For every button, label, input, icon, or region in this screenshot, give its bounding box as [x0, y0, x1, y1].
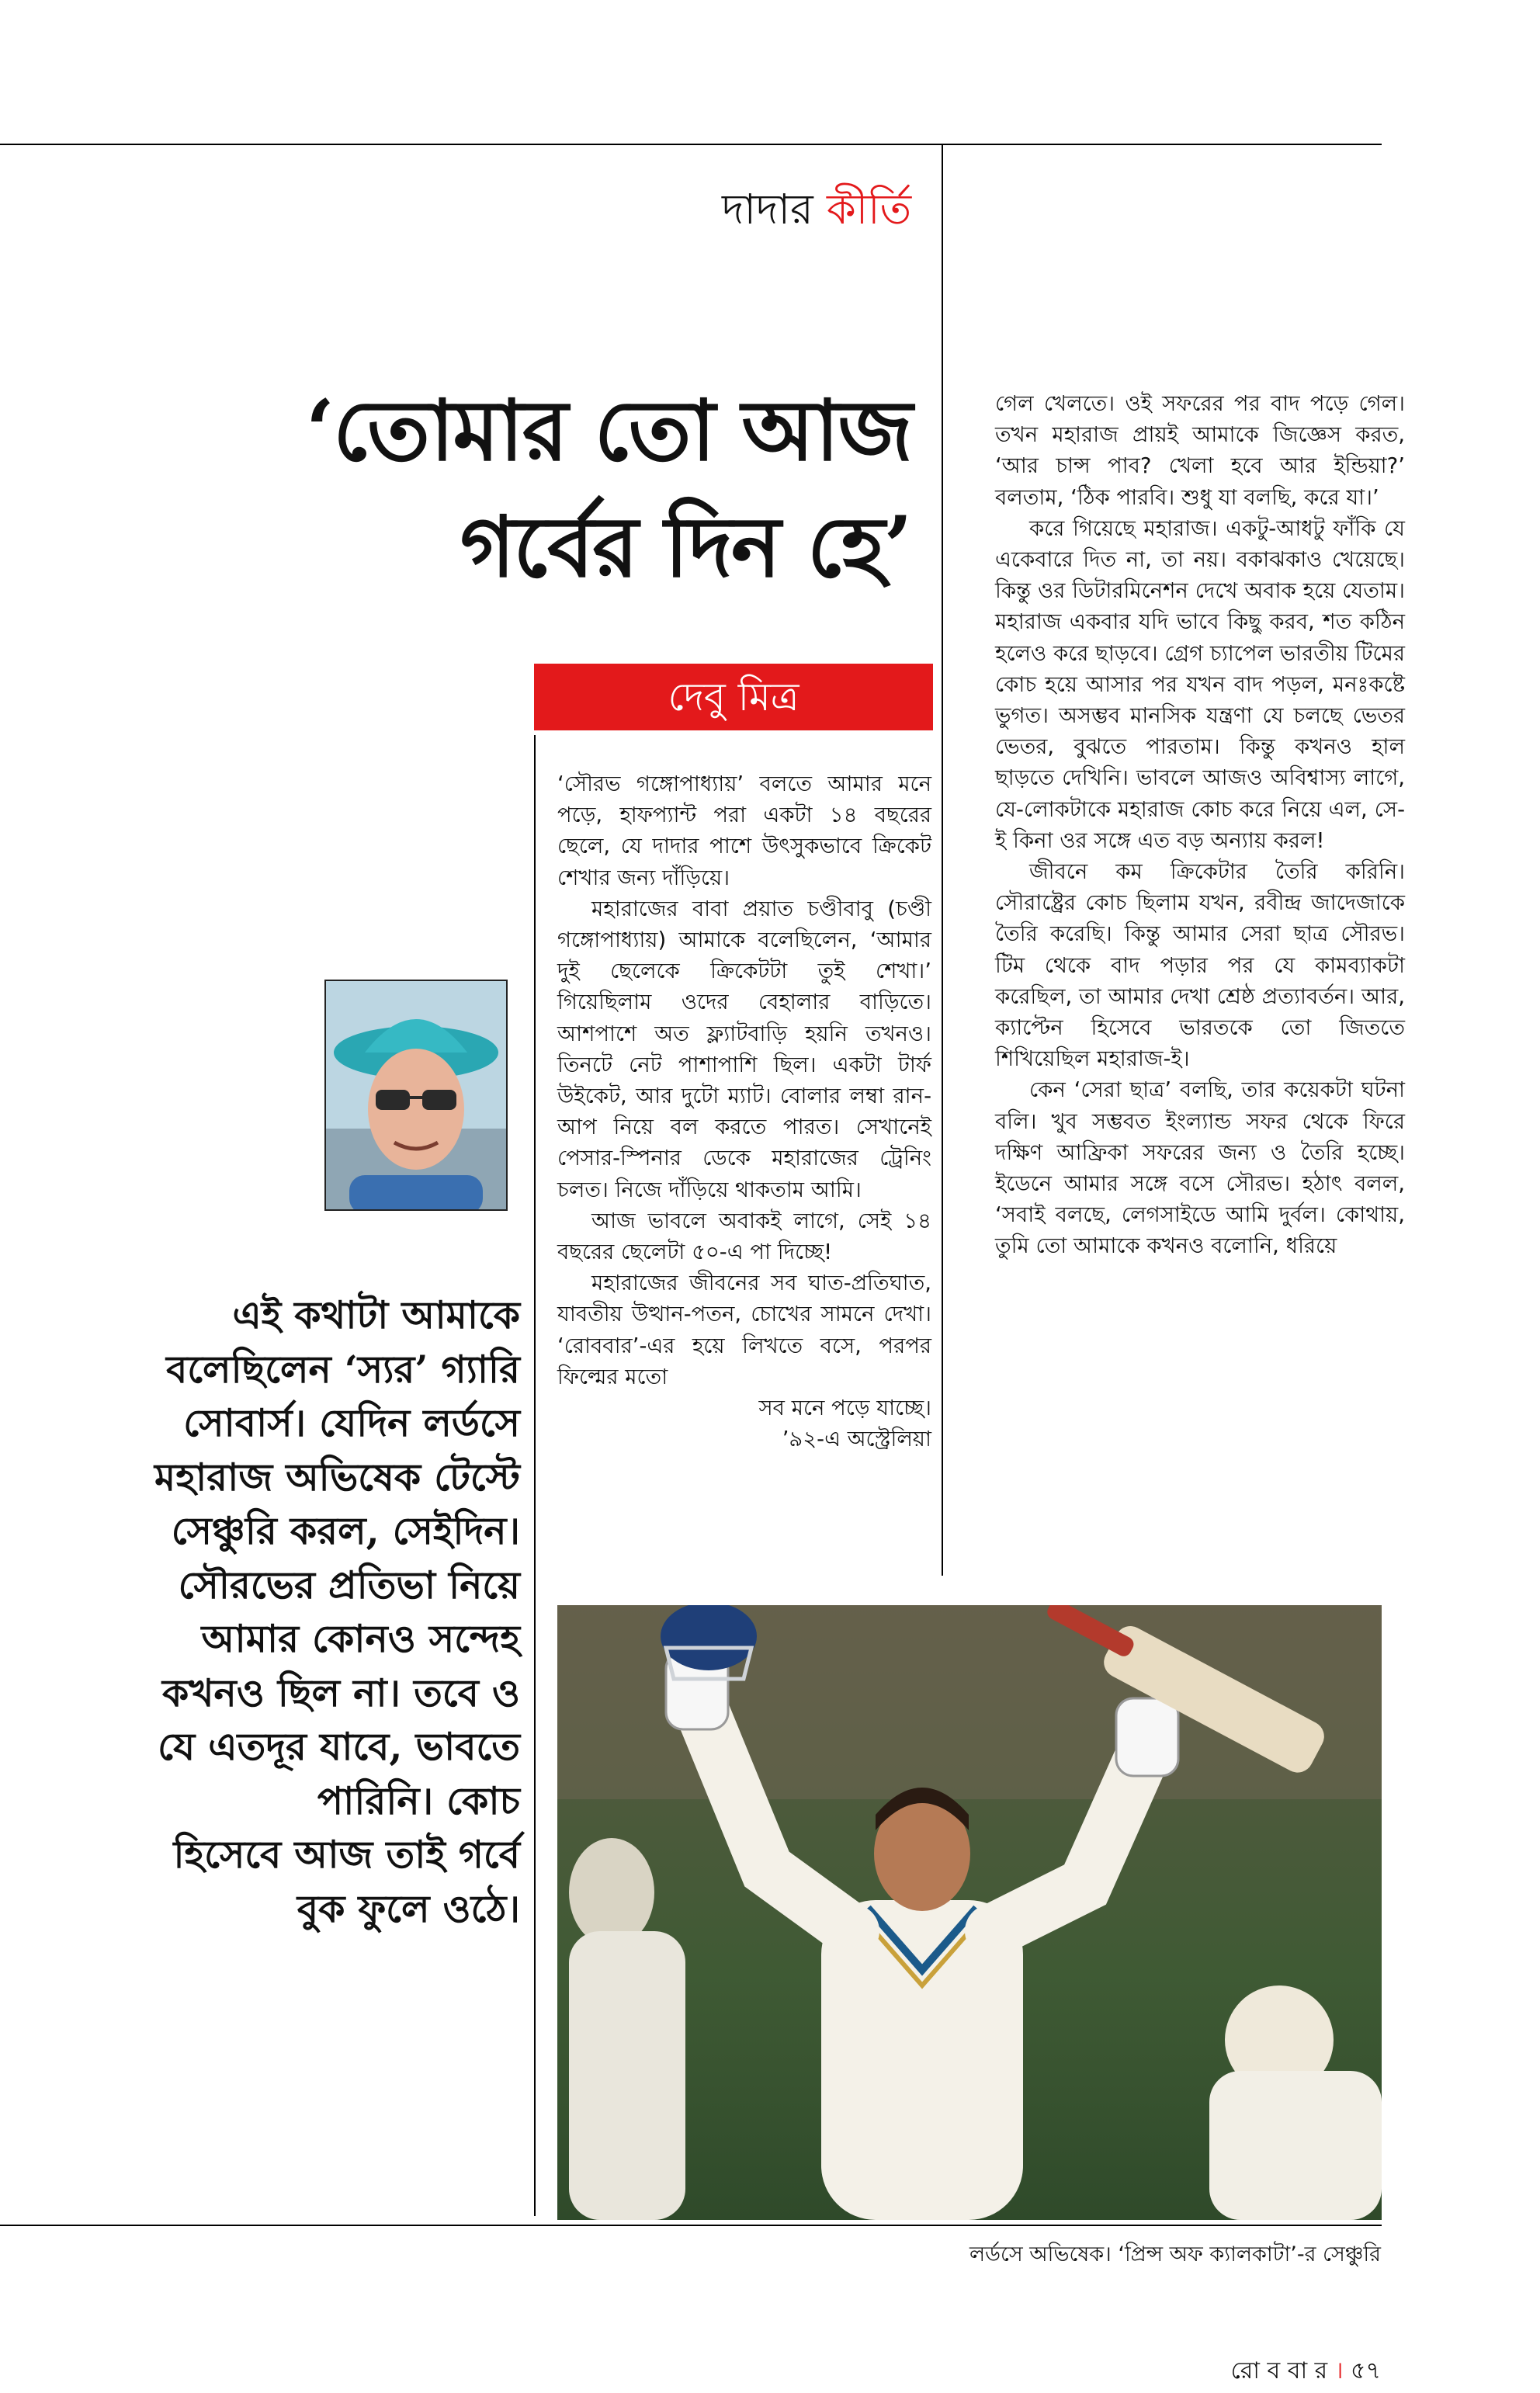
pull-quote-line: সেঞ্চুরি করল, সেইদিন।: [171, 1508, 520, 1553]
pull-quote-line: এই কথাটা আমাকে: [232, 1292, 520, 1337]
author-portrait: [324, 980, 508, 1211]
folio-separator: ।: [1334, 2357, 1344, 2384]
top-rule: [0, 144, 1382, 145]
photo-illustration: [557, 1605, 1382, 2220]
paragraph: আজ ভাবলে অবাকই লাগে, সেই ১৪ বছরের ছেলেটা ৫০-এ পা দিচ্ছে!: [557, 1208, 931, 1265]
portrait-illustration: [326, 981, 506, 1209]
pull-quote-line: সোবার্স। যেদিন লর্ডসে: [183, 1400, 520, 1445]
pull-quote: [147, 1288, 520, 1936]
byline: দেবু মিত্র: [534, 664, 933, 730]
paragraph: মহারাজের জীবনের সব ঘাত-প্রতিঘাত, যাবতীয় উত্থান-পতন, চোখের সামনে দেখা। ‘রোববার’-এর হয়ে লিখতে বসে, পরপর ফিল্মের মতো: [557, 1271, 931, 1389]
pull-quote-line: যে এতদূর যাবে, ভাবতে: [158, 1724, 520, 1769]
headline: [73, 373, 911, 605]
kicker-accent: কীর্তি: [826, 185, 912, 234]
pull-quote-line: কখনও ছিল না। তবে ও: [161, 1670, 520, 1715]
photo-caption: লর্ডসে অভিষেক। ‘প্রিন্স অফ ক্যালকাটা’-র সেঞ্চুরি: [969, 2242, 1381, 2266]
center-column-divider: [534, 735, 536, 2216]
pull-quote-line: সৌরভের প্রতিভা নিয়ে: [178, 1562, 520, 1607]
pull-quote-line: আমার কোনও সন্দেহ: [201, 1616, 520, 1661]
paragraph: সব মনে পড়ে যাচ্ছে।: [758, 1396, 931, 1421]
pull-quote-line: মহারাজ অভিষেক টেস্টে: [154, 1454, 520, 1500]
paragraph: করে গিয়েছে মহারাজ। একটু-আধটু ফাঁকি যে একেবারে দিত না, তা নয়। বকাঝকাও খেয়েছে। কিন্তু ওর ডিটারমিনেশন দেখে অবাক হয়ে যেতাম। মহারাজ একবার যদি ভাবে কিছু করব, শত কঠিন হলেও করে ছাড়বে। গ্রেগ চ্যাপেল ভারতীয় টিমের কোচ হয়ে আসার পর যখন বাদ পড়ল, মনঃকষ্টে ভুগত। অসম্ভব মানসিক যন্ত্রণা যে চলছে ভেতর ভেতর, বুঝতে পারতাম। কিন্তু কখনও হাল ছাড়তে দেখিনি। ভাবলে আজও অবিশ্বাস্য লাগে, যে-লোকটাকে মহারাজ কোচ করে নিয়ে এল, সে-ই কিনা ওর সঙ্গে এত বড় অন্যায় করল!: [995, 515, 1405, 853]
pull-quote-line: বলেছিলেন ‘স্যর’ গ্যারি: [166, 1346, 520, 1392]
bottom-rule: [0, 2225, 1382, 2226]
right-column-divider: [942, 388, 943, 1576]
magazine-name: রো ব বা র: [1230, 2357, 1328, 2384]
kicker-text: দাদার: [722, 185, 827, 234]
pull-quote-line: পারিনি। কোচ: [317, 1777, 520, 1823]
body-column-2: [995, 388, 1405, 1262]
paragraph: ’৯২-এ অস্ট্রেলিয়া: [782, 1427, 931, 1452]
pull-quote-line: হিসেবে আজ তাই গর্বে: [173, 1832, 520, 1877]
section-kicker: [722, 177, 955, 247]
headline-line-1: ‘তোমার তো আজ: [305, 382, 911, 480]
page-folio: [1231, 2352, 1381, 2391]
page-number: ৫৭: [1351, 2357, 1381, 2384]
pull-quote-line: বুক ফুলে ওঠে।: [297, 1885, 520, 1931]
paragraph: গেল খেলতে। ওই সফরের পর বাদ পড়ে গেল। তখন মহারাজ প্রায়ই আমাকে জিজ্ঞেস করত, ‘আর চান্স পাব? খেলা হবে আর ইন্ডিয়া?’ বলতাম, ‘ঠিক পারবি। শুধু যা বলছি, করে যা।’: [995, 391, 1405, 510]
headline-line-2: গর্বের দিন হে’: [460, 498, 911, 596]
main-photo: [557, 1605, 1382, 2220]
paragraph: ‘সৌরভ গঙ্গোপাধ্যায়’ বলতে আমার মনে পড়ে, হাফপ্যান্ট পরা একটা ১৪ বছরের ছেলে, যে দাদার পাশে উৎসুকভাবে ক্রিকেট শেখার জন্য দাঁড়িয়ে।: [557, 772, 931, 890]
paragraph: জীবনে কম ক্রিকেটার তৈরি করিনি। সৌরাষ্ট্রের কোচ ছিলাম যখন, রবীন্দ্র জাদেজাকে তৈরি করেছি। কিন্তু আমার সেরা ছাত্র সৌরভ। টিম থেকে বাদ পড়ার পর যে কামব্যাকটা করেছিল, তা আমার দেখা শ্রেষ্ঠ প্রত্যাবর্তন। আর, ক্যাপ্টেন হিসেবে ভারতকে তো জিততে শিখিয়েছিল মহারাজ-ই।: [995, 859, 1405, 1072]
paragraph: মহারাজের বাবা প্রয়াত চণ্ডীবাবু (চণ্ডী গঙ্গোপাধ্যায়) আমাকে বলেছিলেন, ‘আমার দুই ছেলেকে ক্রিকেটটা তুই শেখা।’ গিয়েছিলাম ওদের বেহালার বাড়িতে। আশপাশে অত ফ্ল্যাটবাড়ি হয়নি তখনও। তিনটে নেট পাশাপাশি ছিল। একটা টার্ফ উইকেট, আর দুটো ম্যাট। বোলার লম্বা রান-আপ নিয়ে বল করতে পারত। সেখানেই পেসার-স্পিনার ডেকে মহারাজের ট্রেনিং চলত। নিজে দাঁড়িয়ে থাকতাম আমি।: [557, 896, 931, 1202]
paragraph: কেন ‘সেরা ছাত্র’ বলছি, তার কয়েকটা ঘটনা বলি। খুব সম্ভবত ইংল্যান্ড সফর থেকে ফিরে দক্ষিণ আফ্রিকা সফরের জন্য ও তৈরি হচ্ছে। ইডেনে আমার সঙ্গে বসে সৌরভ। হঠাৎ বলল, ‘সবাই বলছে, লেগসাইডে আমি দুর্বল। কোথায়, তুমি তো আমাকে কখনও বলোনি, ধরিয়ে: [995, 1077, 1405, 1259]
body-column-1: [557, 768, 931, 1455]
